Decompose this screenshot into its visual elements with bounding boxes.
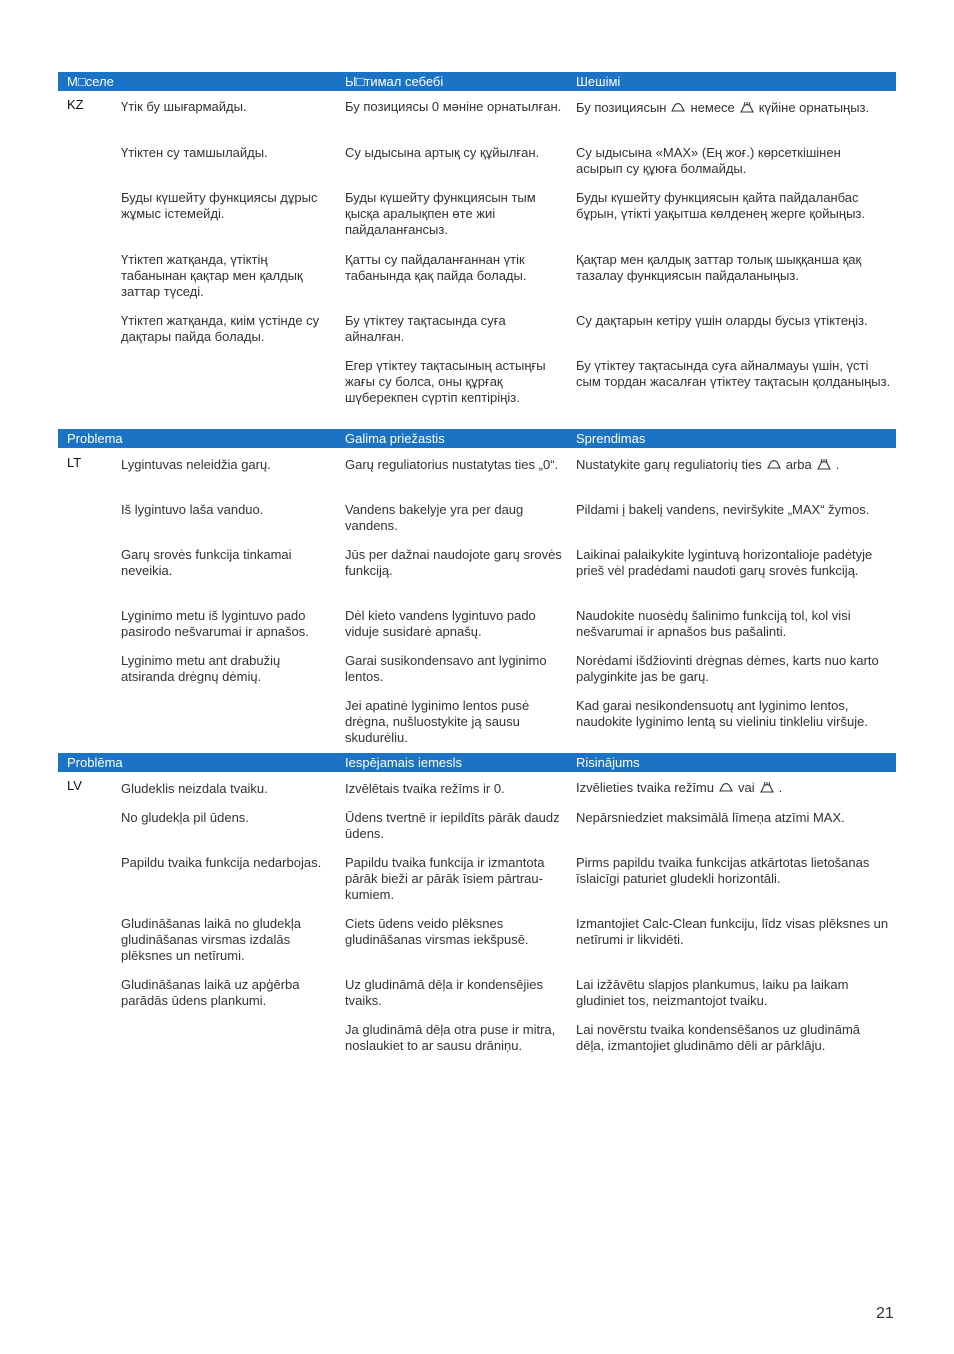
lt-solution-5: Norėdami išdžiovinti drėgnas dėmes, karts nuo karto palyginkite jas be garų. [576,653,879,684]
lv-language-code: LV [67,778,82,793]
lt-solution-6: Kad garai nesikondensuotų ant lyginimo lentos, naudokite lyginimo lentą su vieliniu tinkleliu viršuje. [576,698,868,729]
lv-solution-2: Nepārsniedziet maksimālā līmeņa atzīmi MAX. [576,810,845,825]
lt-header-cause: Galima priežastis [345,431,445,446]
lv-cause-6: Ja gludināmā dēļa otra puse ir mitra, noslaukiet to ar sausu drāniņu. [345,1022,556,1053]
kz-solution-1-text-b: немесе [690,100,735,115]
lv-cause-3: Papildu tvaika funkcija ir izmantota pārāk bieži ar pārāk īsiem pārtraukumiem. [345,855,545,902]
kz-problem-4: Үтіктеп жатқанда, үтіктің табанынан қақтар мен қалдық заттар түседі. [121,252,303,299]
kz-problem-1: Үтік бу шығармайды. [121,99,247,114]
kz-solution-1-text-a: Бу позициясын [576,100,667,115]
page-number: 21 [876,1305,894,1322]
lt-table-header [58,429,896,448]
lt-solution-1-text-c: . [835,457,840,472]
kz-cause-4: Қатты су пайдаланғаннан үтік табанында қақ пайда болады. [345,252,527,283]
lt-cause-2: Vandens bakelyje yra per daug vandens. [345,502,524,533]
lt-solution-4: Naudokite nuosėdų šalinimo funkciją tol, kol visi nešvarumai ir apnašos bus pašalinti. [576,608,851,639]
lv-solution-4: Izmantojiet Calc-Clean funkciju, līdz visas plēksnes un netīrumi ir likvidēti. [576,916,889,947]
steam-low-icon [766,459,782,470]
lt-problem-1: Lygintuvas neleidžia garų. [121,457,271,472]
lt-language-code: LT [67,455,82,470]
kz-header-solution: Шешімі [576,74,621,89]
lv-solution-6: Lai novērstu tvaika kondensēšanos uz gludināmā dēļa, izmantojiet gludināmo dēli ar pārklāju. [576,1022,861,1053]
lt-problem-4: Lyginimo metu iš lygintuvo pado pasirodo nešvarumai ir apnašos. [121,608,309,639]
lt-cause-1: Garų reguliatorius nustatytas ties „0“. [345,457,559,472]
lv-cause-4: Ciets ūdens veido plēksnes gludināšanas virsmas iekšpusē. [345,916,529,947]
lt-solution-1-text-a: Nustatykite garų reguliatorių ties [576,457,762,472]
kz-solution-4: Қақтар мен қалдық заттар толық шыққанша қақ тазалау функциясын пайдаланыңыз. [576,252,862,283]
lt-problem-5: Lyginimo metu ant drabužių atsiranda drėgnų dėmių. [121,653,281,684]
kz-problem-5: Үтіктеп жатқанда, киім үстінде су дақтары пайда болады. [121,313,320,344]
lv-solution-1-text-b: vai [738,780,755,795]
kz-header-cause: Ы□тимал себебі [345,74,444,89]
lt-solution-1 [576,457,891,473]
lt-problem-2: Iš lygintuvo laša vanduo. [121,502,264,517]
kz-cause-5: Бу үтіктеу тақтасында суға айналған. [345,313,506,344]
kz-solution-3: Буды күшейту функциясын қайта пайдаланбас бұрын, үтікті уақытша көлденең жерге қойыңыз. [576,190,865,221]
steam-low-icon [670,102,686,113]
lv-cause-1: Izvēlētais tvaika režīms ir 0. [345,781,505,796]
lt-header-solution: Sprendimas [576,431,646,446]
lt-cause-3: Jūs per dažnai naudojote garų srovės funkciją. [345,547,562,578]
lt-header-problem: Problema [67,431,123,446]
lv-header-problem: Problēma [67,755,123,770]
lt-solution-1-text-b: arba [785,457,812,472]
kz-header-problem: М□селе [67,74,114,89]
kz-solution-1 [576,100,891,116]
kz-solution-6: Бу үтіктеу тақтасында суға айналмауы үшін, үсті сым тордан жасалған үтіктеу тақтасын қолданыңыз. [576,358,891,389]
lt-problem-3: Garų srovės funkcija tinkamai neveikia. [121,547,292,578]
kz-solution-1-text-c: күйіне орнатыңыз. [758,100,870,115]
lv-solution-3: Pirms papildu tvaika funkcijas atkārtotas lietošanas īslaicīgi paturiet gludekli horizontāli. [576,855,870,886]
lv-table-header [58,753,896,772]
lv-problem-1: Gludeklis neizdala tvaiku. [121,781,268,796]
lv-solution-5: Lai izžāvētu slapjos plankumus, laiku pa laikam gludiniet tos, neizmantojot tvaiku. [576,977,849,1008]
lt-solution-3: Laikinai palaikykite lygintuvą horizontalioje padėtyje prieš vėl pradėdami naudoti garų srovės funkciją. [576,547,873,578]
steam-high-icon [739,102,755,113]
lv-solution-1-text-a: Izvēlieties tvaika režīmu [576,780,714,795]
kz-cause-6: Егер үтіктеу тақтасының астыңғы жағы су болса, оны құрғақ шүберекпен сүртіп кептіріңіз. [345,358,546,405]
lt-solution-2: Pildami į bakelį vandens, neviršykite „MAX“ žymos. [576,502,870,517]
lt-cause-6: Jei apatinė lyginimo lentos pusė drėgna, nušluostykite ją sausu skudurėliu. [345,698,530,745]
lv-problem-5: Gludināšanas laikā uz apģērba parādās ūdens plankumi. [121,977,300,1008]
kz-cause-2: Су ыдысына артық су құйылған. [345,145,540,160]
kz-cause-1: Бу позициясы 0 мәніне орнатылған. [345,99,562,114]
lv-solution-1-text-c: . [778,780,783,795]
lv-problem-3: Papildu tvaika funkcija nedarbojas. [121,855,322,870]
steam-low-icon [718,782,734,793]
kz-table-header [58,72,896,91]
lt-cause-4: Dėl kieto vandens lygintuvo pado viduje susidarė apnašų. [345,608,536,639]
steam-high-icon [759,782,775,793]
lv-problem-4: Gludināšanas laikā no gludekļa gludināšanas virsmas izdalās plēksnes un netīrumi. [121,916,301,963]
lv-cause-2: Ūdens tvertnē ir iepildīts pārāk daudz ūdens. [345,810,560,841]
lv-cause-5: Uz gludināmā dēļa ir kondensējies tvaiks. [345,977,544,1008]
kz-language-code: KZ [67,97,84,112]
lv-header-solution: Risinājums [576,755,640,770]
lv-solution-1 [576,780,891,796]
kz-problem-3: Буды күшейту функциясы дұрыс жұмыс істемейді. [121,190,318,221]
lv-header-cause: Iespējamais iemesls [345,755,463,770]
kz-problem-2: Үтіктен су тамшылайды. [121,145,268,160]
lv-problem-2: No gludekļa pil ūdens. [121,810,249,825]
kz-solution-5: Су дақтарын кетіру үшін оларды бусыз үтіктеңіз. [576,313,868,328]
kz-solution-2: Су ыдысына «MAX» (Ең жоғ.) көрсеткішінен асырып су құюға болмайды. [576,145,841,176]
lt-cause-5: Garai susikondensavo ant lyginimo lentos. [345,653,547,684]
steam-high-icon [816,459,832,470]
kz-cause-3: Буды күшейту функциясын тым қысқа аралықпен өте жиі пайдаланғансыз. [345,190,536,237]
